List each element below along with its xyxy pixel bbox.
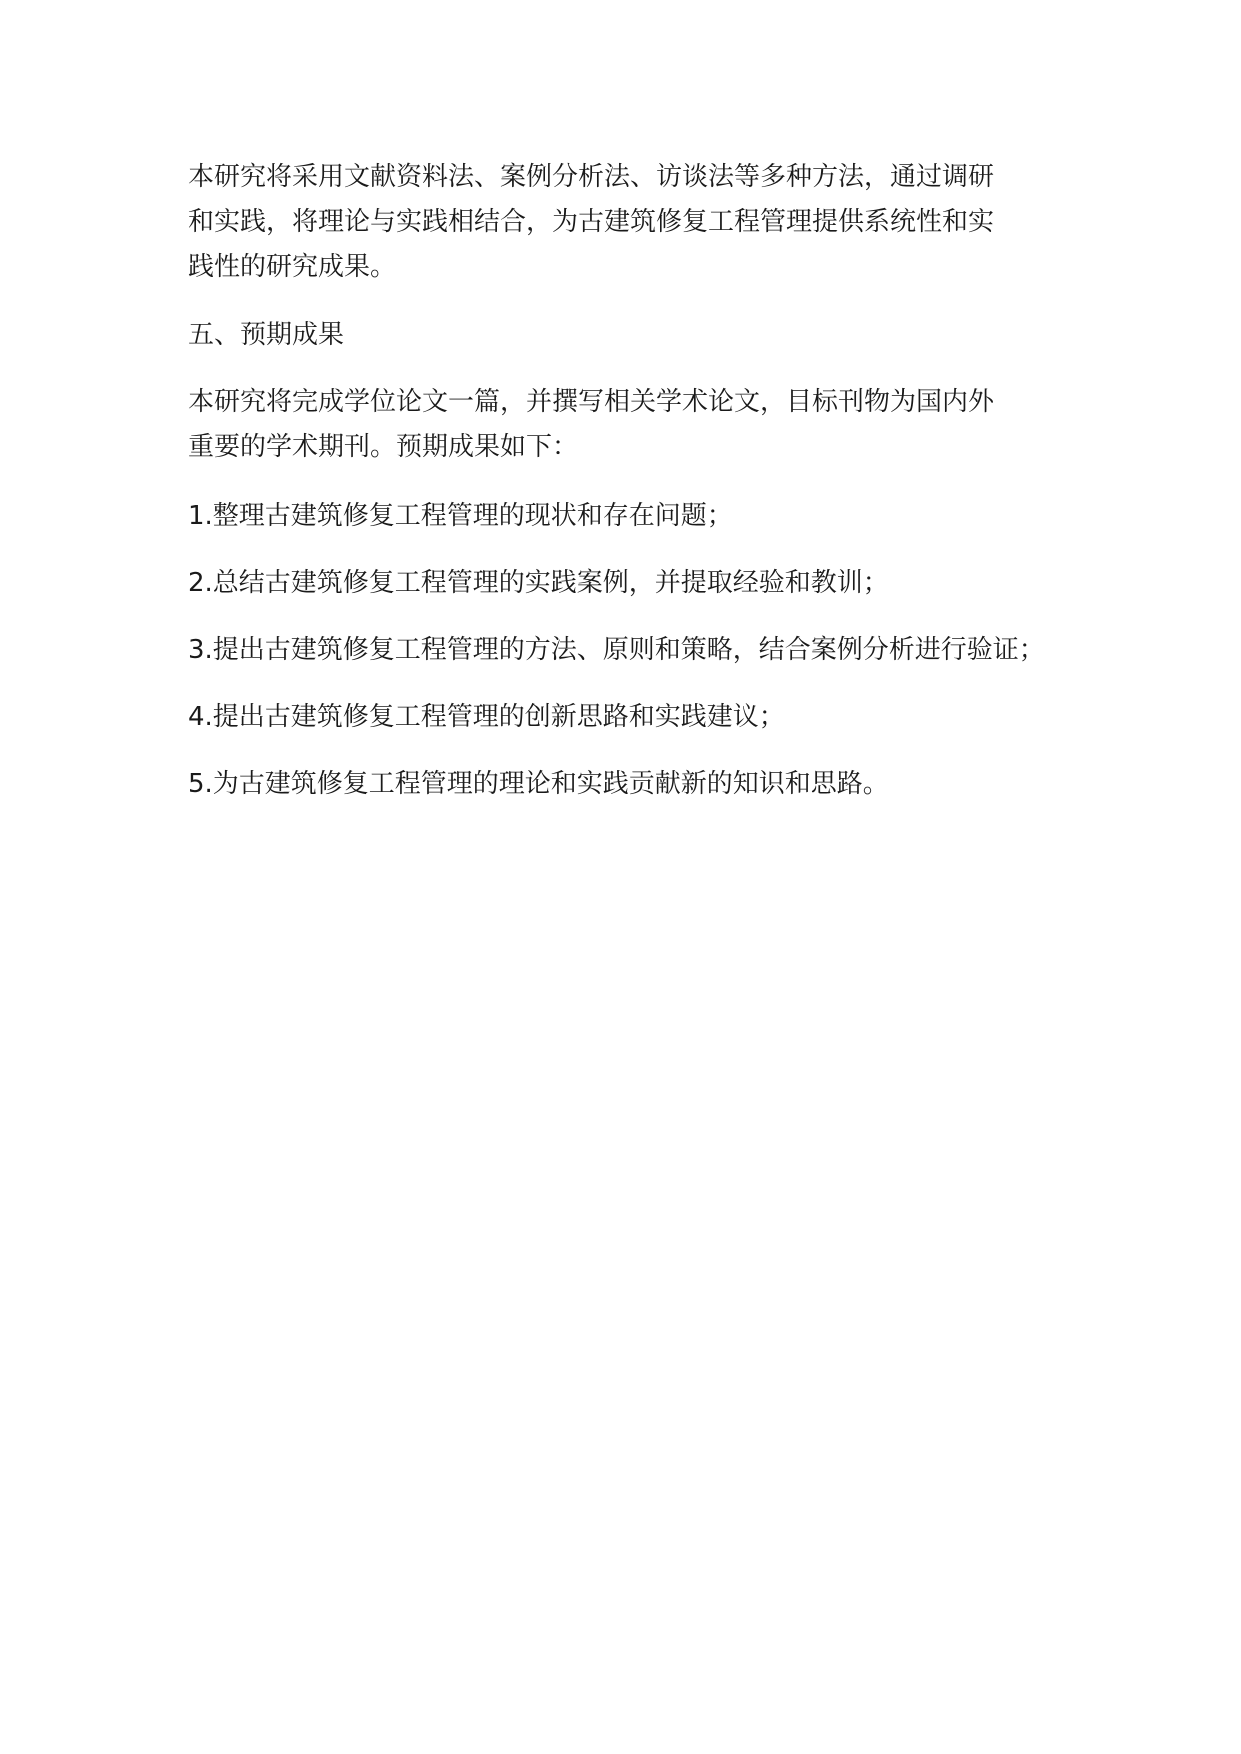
outcome-list-item-text: 2.总结古建筑修复工程管理的实践案例，并提取经验和教训；: [188, 568, 889, 598]
outcome-list-item-text: 4.提出古建筑修复工程管理的创新思路和实践建议；: [188, 702, 785, 732]
intro-paragraph: [188, 155, 1088, 290]
outcome-list-item-text: 3.提出古建筑修复工程管理的方法、原则和策略，结合案例分析进行验证；: [188, 635, 1045, 665]
section-heading-text: 五、预期成果: [188, 320, 345, 350]
outcome-list-item-text: 5.为古建筑修复工程管理的理论和实践贡献新的知识和思路。: [188, 769, 889, 799]
intro-paragraph-line: 践性的研究成果。: [188, 252, 397, 282]
intro-paragraph-line: 本研究将采用文献资料法、案例分析法、访谈法等多种方法，通过调研: [188, 162, 995, 192]
outcome-list-item-text: 1.整理古建筑修复工程管理的现状和存在问题；: [188, 501, 733, 531]
outcome-list-item: [188, 494, 1088, 539]
outcome-paragraph-line: 本研究将完成学位论文一篇，并撰写相关学术论文，目标刊物为国内外: [188, 387, 995, 417]
intro-paragraph-line: 和实践，将理论与实践相结合，为古建筑修复工程管理提供系统性和实: [188, 207, 995, 237]
outcome-list-item: [188, 762, 1088, 807]
outcome-list-item: [188, 695, 1088, 740]
outcome-paragraph-line: 重要的学术期刊。预期成果如下：: [188, 432, 579, 462]
outcome-paragraph: [188, 380, 1088, 470]
outcome-list-item: [188, 628, 1088, 673]
outcome-list-item: [188, 561, 1088, 606]
section-heading: [188, 313, 1088, 358]
